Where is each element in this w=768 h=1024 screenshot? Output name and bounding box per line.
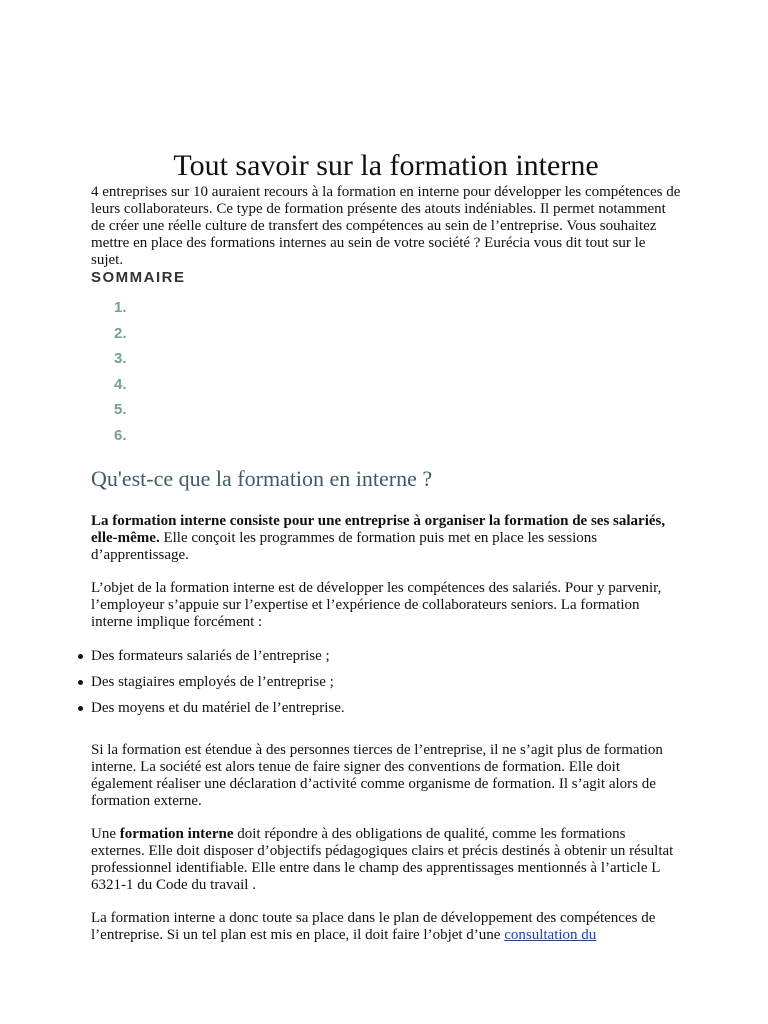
article xyxy=(91,148,681,944)
quality-paragraph xyxy=(91,826,681,894)
toc-item[interactable]: 5. xyxy=(114,401,127,419)
list-item: Des stagiaires employés de l’entreprise ; xyxy=(91,674,681,700)
definition-paragraph xyxy=(91,513,681,564)
plan-text: La formation interne a donc toute sa place dans le plan de développement des compétences de l’entreprise. Si un tel plan est mis en place, il doit faire l’objet d’une xyxy=(91,909,656,943)
table-of-contents xyxy=(91,299,681,453)
toc-item[interactable]: 2. xyxy=(114,324,127,342)
quality-text-start: Une xyxy=(91,825,120,842)
intro-paragraph: 4 entreprises sur 10 auraient recours à la formation en interne pour développer les compétences de leurs collaborateurs. Ce type de formation présente des atouts indéniables. Il permet notamment de créer une réelle culture de transfert des compétences au sein de l’entreprise. Vous souhaitez mettre en place des formations internes au sein de votre société ? Eurécia vous dit tout sur le sujet. xyxy=(91,184,681,268)
section-heading: Qu'est-ce que la formation en interne ? xyxy=(91,465,433,491)
page-title: Tout savoir sur la formation interne xyxy=(173,149,599,182)
quality-text: doit répondre à des obligations de qualité, comme les formations externes. Elle doit disposer d’objectifs pédagogiques clairs et précis destinés à obtenir un résultat professionnel identifiable. Elle entre dans le champ des apprentissages mentionnés à l’article L 6321-1 du Code du travail . xyxy=(91,825,674,893)
consultation-link[interactable]: consultation du xyxy=(504,926,597,943)
definition-text: Elle conçoit les programmes de formation puis met en place les sessions d’apprentissage. xyxy=(91,529,598,563)
toc-item[interactable]: 6. xyxy=(114,426,127,444)
toc-item[interactable]: 3. xyxy=(114,350,127,368)
requirements-list xyxy=(91,648,681,726)
sommaire-heading: SOMMAIRE xyxy=(91,269,186,286)
toc-item[interactable]: 4. xyxy=(114,375,127,393)
plan-paragraph xyxy=(91,910,681,944)
list-item: Des moyens et du matériel de l’entreprise. xyxy=(91,700,681,726)
quality-bold-text: formation interne xyxy=(119,825,234,842)
list-item: Des formateurs salariés de l’entreprise ; xyxy=(91,648,681,674)
external-paragraph: Si la formation est étendue à des personnes tierces de l’entreprise, il ne s’agit plus de formation interne. La société est alors tenue de faire signer des conventions de formation. Elle doit également réaliser une déclaration d’activité comme organisme de formation. Il s’agit alors de formation externe. xyxy=(91,741,663,809)
objective-paragraph: L’objet de la formation interne est de développer les compétences des salariés. Pour y parvenir, l’employeur s’appuie sur l’expertise et l’expérience de collaborateurs seniors. La formation interne implique forcément : xyxy=(91,579,662,630)
definition-bold-text: La formation interne consiste pour une entreprise à organiser la formation de ses salariés, elle-même. xyxy=(91,512,666,546)
toc-item[interactable]: 1. xyxy=(114,299,127,316)
